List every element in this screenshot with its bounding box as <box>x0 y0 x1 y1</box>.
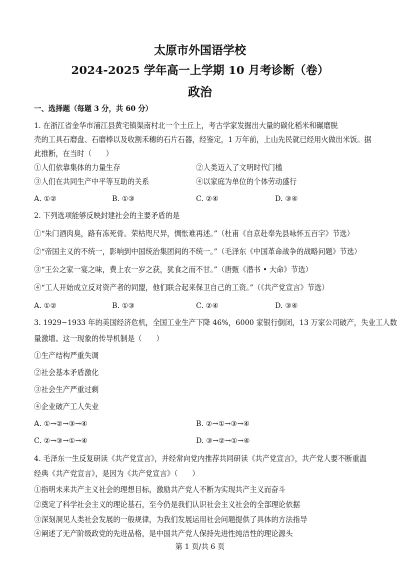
q3-statement-1: ①生产结构严重失调 <box>34 351 99 360</box>
q2-stem: 2. 下列选项能够反映封建社会的主要矛盾的是 <box>34 211 180 220</box>
q2-option-a: A. ①② <box>34 301 57 310</box>
q4-statement-4: ④阐述了无产阶级政党的先进品格，是中国共产党人保持先进性纯洁性的理论源头 <box>34 529 293 538</box>
q3-option-a: A. ①→②→③→④ <box>34 419 88 428</box>
q3-statement-2: ②社会基本矛盾激化 <box>34 368 99 377</box>
q1-statement-3: ③人们在共同生产中平等互助的关系 <box>34 177 150 186</box>
school-title: 太原市外国语学校 <box>154 43 246 57</box>
q1-stem-line-1: 1. 在浙江省金华市浦江县黄宅镇渠南村北一个土丘上，考古学家发掘出大量的碳化稻米和碾磨脱 <box>34 121 338 130</box>
q2-statement-2: ②“帝国主义的不统一，影响到中国统治集团间的不统一。”（毛泽东《中国革命战争的战略问题》节选） <box>34 247 362 256</box>
q2-statement-1: ①“朱门酒肉臭，路有冻死骨。荣枯咫尺异，惆怅难再述。”（杜甫《自京赴奉先县咏怀五百字》节选） <box>34 229 355 238</box>
q2-statement-3: ③“王公之家一宴之味，费上农一岁之获，犹食之而不甘。”（唐甄《潜书 • 大命》节选） <box>34 265 313 274</box>
q1-stem-line-2: 壳的工具石磨盘、石磨棒以及收割禾穗的石片石器，经鉴定，1 万年前，上山先民就已经用火做出米饭。据 <box>34 135 372 144</box>
q3-statement-3: ③社会生产严重过剩 <box>34 385 99 394</box>
q1-statement-2: ②人类迈入了文明时代门槛 <box>196 163 283 172</box>
exam-title: 2024-2025 学年高一上学期 10 月考诊断（卷） <box>71 63 329 77</box>
q2-option-c: C. ②④ <box>196 301 219 310</box>
q3-statement-4: ④企业破产工人失业 <box>34 402 99 411</box>
q1-option-a: A. ①② <box>34 194 57 203</box>
q3-option-c: C. ②→③→①→④ <box>34 436 88 445</box>
q3-stem-line-2: 量激增。这一现象的传导机制是（ ） <box>34 334 164 343</box>
q3-option-d: D. ③→②→①→④ <box>196 436 250 445</box>
q2-statement-4: ④“工人开始成立反对资产者的同盟，他们联合起来保卫自己的工资。”（《共产党宣言》节选） <box>34 283 329 292</box>
q4-statement-1: ①指明未来共产主义社会的理想目标，激励共产党人不断为实现共产主义而奋斗 <box>34 485 286 494</box>
q2-option-b: B. ①③ <box>112 301 135 310</box>
q1-stem-line-3: 此推断，在当时（ ） <box>34 149 114 158</box>
q4-stem-line-2: 经典《共产党宣言》，是因为《共产党宣言》（ ） <box>34 469 200 478</box>
subject-title: 政治 <box>187 85 212 99</box>
q2-option-d: D. ③④ <box>275 301 298 310</box>
page-number: 第 1 页/共 6 页 <box>175 542 225 551</box>
q4-statement-3: ③深刻洞见人类社会发展的一般规律，为我们发展运用社会问题提供了具体的方法指导 <box>34 515 308 524</box>
q4-stem-line-1: 4. 毛泽东一生反复研读《共产党宣言》，并经常向党内推荐共同研读《共产党宣言》，共产党人要不断重温 <box>34 454 367 463</box>
q1-option-b: B. ①③ <box>112 194 135 203</box>
q4-statement-2: ②奠定了科学社会主义的理论基石，至今仍是我们认识社会主义社会的全部理论依据 <box>34 500 300 509</box>
q1-statement-4: ④以家庭为单位的个体劳动盛行 <box>196 177 297 186</box>
section-heading: 一、选择题（每题 3 分，共 60 分） <box>34 104 153 113</box>
q3-option-b: B. ②→①→③→④ <box>196 419 250 428</box>
q1-option-c: C. ②④ <box>196 194 219 203</box>
q1-option-d: D. ③④ <box>275 194 298 203</box>
q3-stem-line-1: 3. 1929~1933 年的美国经济危机，全国工业生产下降 46%，6000 家银行倒闭，13 万家公司破产，失业工人数 <box>34 318 398 327</box>
q1-statement-1: ①人们依靠集体的力量生存 <box>34 163 121 172</box>
